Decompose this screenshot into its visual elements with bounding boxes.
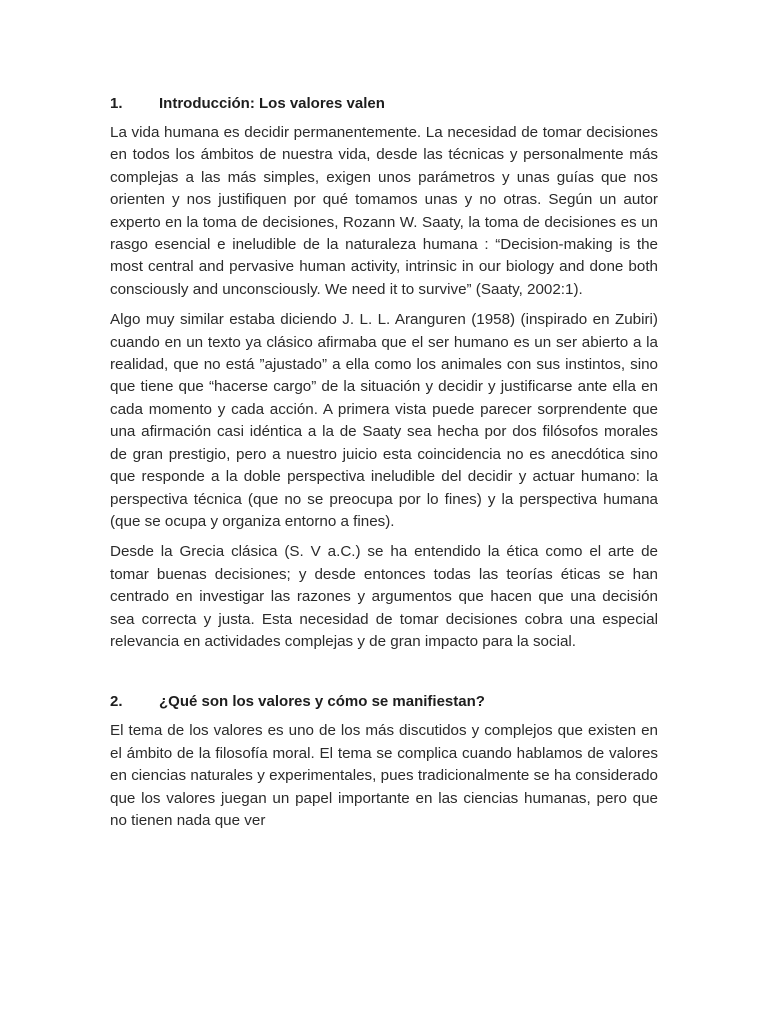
- paragraph: El tema de los valores es uno de los más discutidos y complejos que existen en el ámbito de la filosofía moral. El tema se complica cuando hablamos de valores en ciencias naturales y experimentales, pues tradicionalmente se ha considerado que los valores juegan un papel importante en las ciencias humanas, pero que no tienen nada que ver: [110, 722, 658, 829]
- section-number: 1.: [110, 95, 123, 112]
- section-title: ¿Qué son los valores y cómo se manifiestan?: [159, 693, 485, 711]
- paragraph: Desde la Grecia clásica (S. V a.C.) se ha entendido la ética como el arte de tomar buenas decisiones; y desde entonces todas las teorías éticas se han centrado en investigar las razones y argumentos que hacen que una decisión sea correcta y justa. Esta necesidad de tomar decisiones cobra una especial relevancia en actividades complejas y de gran impacto para la social.: [110, 543, 658, 650]
- section-title: Introducción: Los valores valen: [159, 95, 385, 112]
- section-heading: [110, 691, 658, 713]
- paragraph: La vida humana es decidir permanentemente. La necesidad de tomar decisiones en todos los ámbitos de nuestra vida, desde las técnicas y personalmente más complejas a las más simples, exigen unos parámetros y unas guías que nos orienten y nos justifiquen por qué tomamos unas y no otras. Según un autor experto en la toma de decisiones, Rozann W. Saaty, la toma de decisiones es un rasgo esencial e ineludible de la naturaleza humana : “Decision-making is the most central and pervasive human activity, intrinsic in our biology and done both consciously and unconsciously. We need it to survive” (Saaty, 2002:1).: [110, 124, 658, 298]
- paragraph: Algo muy similar estaba diciendo J. L. L. Aranguren (1958) (inspirado en Zubiri) cuando en un texto ya clásico afirmaba que el ser humano es un ser abierto a la realidad, que no está ”ajustado” a ella como los animales con sus instintos, sino que tiene que “hacerse cargo” de la situación y decidir y justificarse ante ella en cada momento y cada acción. A primera vista puede parecer sorprendente que una afirmación casi idéntica a la de Saaty sea hecha por dos filósofos morales de gran prestigio, pero a nuestro juicio esta coincidencia no es anecdótica sino que responde a la doble perspectiva ineludible del decidir y actuar humano: la perspectiva técnica (que no se preocupa por lo fines) y la perspectiva humana (que se ocupa y organiza entorno a fines).: [110, 311, 658, 530]
- section-heading: [110, 93, 658, 115]
- document-page: [110, 93, 658, 832]
- section-number: 2.: [110, 693, 123, 711]
